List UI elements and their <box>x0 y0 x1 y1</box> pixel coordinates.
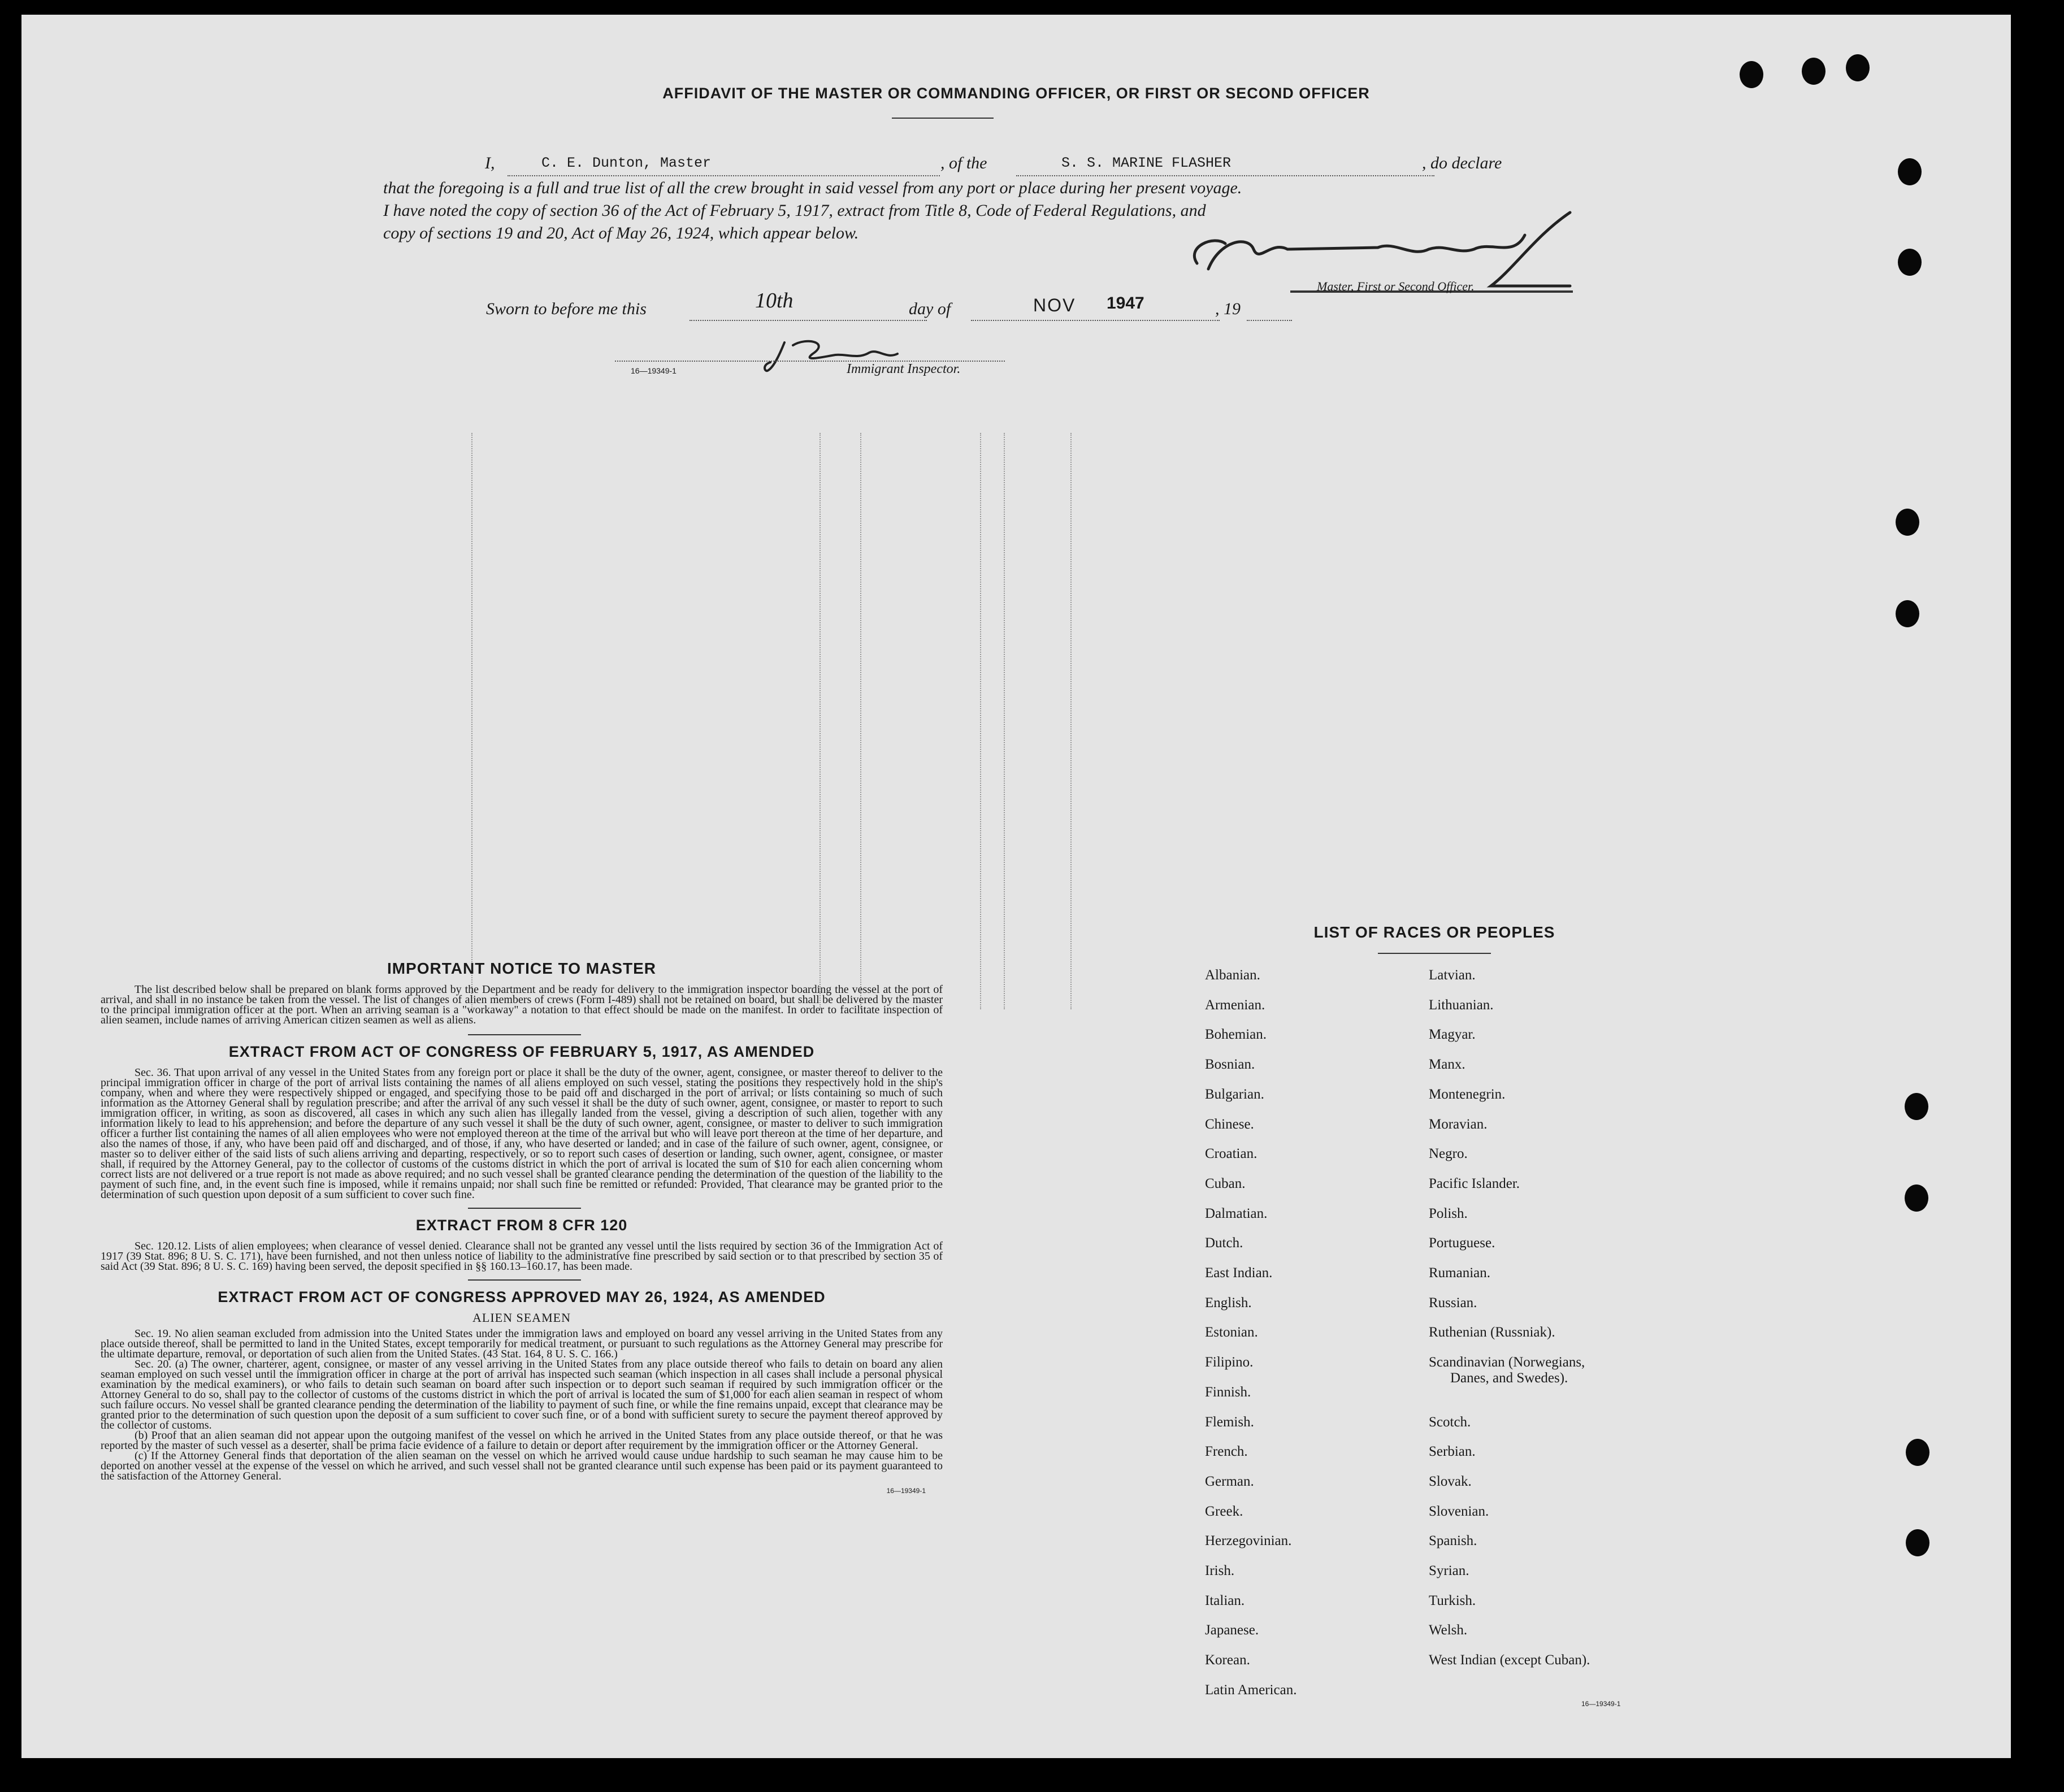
vessel-name: S. S. MARINE FLASHER <box>1061 155 1232 171</box>
sworn-year: 1947 <box>1107 294 1144 313</box>
punch-hole <box>1898 249 1922 276</box>
race-item: Polish. <box>1429 1205 1468 1221</box>
extract-cfr-body: Sec. 120.12. Lists of alien employees; when clearance of vessel denied. Clearance shall not be granted any vessel until the lists required by section 36 of the Immigration Act of 1917 (39 Stat. 896; 8 U. S. C. 171), have been furnished, and not then unless notice of liability to the administrative fine prescribed by said section or to that prescribed by section 35 of said Act (39 Stat. 896; 8 U. S. C. 169) having been served, the deposit specified in §§ 160.13–160.17, has been made. <box>101 1240 943 1273</box>
race-item: Bohemian. <box>1205 1027 1267 1043</box>
punch-hole <box>1740 61 1763 88</box>
race-item: Chinese. <box>1205 1116 1254 1132</box>
divider <box>468 1279 581 1281</box>
punch-hole <box>1802 58 1825 85</box>
race-item: Moravian. <box>1429 1116 1488 1132</box>
race-item: Dalmatian. <box>1205 1205 1268 1221</box>
race-item: Slovak. <box>1429 1473 1472 1489</box>
race-item: Spanish. <box>1429 1533 1477 1549</box>
column-rule <box>1070 433 1072 1009</box>
notice-form-code: 16—19349-1 <box>886 1487 926 1495</box>
race-item: English. <box>1205 1295 1252 1311</box>
extract-1917-body: Sec. 36. That upon arrival of any vessel in the United States from any foreign port or place it shall be the duty of the owner, agent, consignee, or master thereof to deliver to the principal immigration officer in charge of the port of arrival lists containing the names of all aliens employed on such vessel, stating the positions they respectively hold in the ship's company, when and where they were respectively shipped or engaged, and specifying those to be paid off and discharged in the port of arrival; or lists containing so much of such information as the Attorney General shall by regulation prescribe; and after the arrival of any such vessel it shall be the duty of such owner, agent, consignee, or master to report to such immigration officer, in writing, as soon as discovered, all cases in which any such alien has illegally landed from the vessel, giving a description of such alien, together with any information likely to lead to his apprehension; and before the departure of any such vessel it shall be the duty of such owner, agent, consignee, or master to deliver to such immigration officer a further list containing the names of all alien employees who were not employed thereon at the time of the arrival but who will leave port thereon at the time of her departure, and also the names of those, if any, who have been paid off and discharged, and of those, if any, who have deserted or landed; and in case of the failure of such owner, agent, consignee, or master so to deliver either of the said lists of such aliens arriving and departing, respectively, or so to report such cases of desertion or landing, such owner, agent, consignee, or master shall, if required by the Attorney General, pay to the collector of customs of the customs district in which the port of arrival is located the sum of $10 for each alien concerning whom correct lists are not delivered or a true report is not made as above required; and no such vessel shall be granted clearance pending the determination of the question of the liability to the payment of such fine, and, in the event such fine is imposed, while it remains unpaid; nor shall such fine be remitted or refunded: Provided, That clearance may be granted prior to the determination of such question upon deposit of a sum sufficient to cover such fine. <box>101 1066 943 1201</box>
punch-hole <box>1906 1439 1929 1466</box>
column-rule <box>980 433 981 1009</box>
race-item: Montenegrin. <box>1429 1086 1506 1102</box>
declaration-line-1: that the foregoing is a full and true list of all the crew brought in said vessel from any port or place during her present voyage. <box>383 179 1242 197</box>
race-item: Slovenian. <box>1429 1503 1489 1519</box>
year-line <box>1247 320 1292 321</box>
extract-cfr-title: EXTRACT FROM 8 CFR 120 <box>415 1217 628 1234</box>
race-item: Croatian. <box>1205 1146 1258 1162</box>
race-item-continuation: Danes, and Swedes). <box>1450 1370 1568 1386</box>
vessel-name-line <box>1016 175 1434 176</box>
race-item: Welsh. <box>1429 1622 1468 1638</box>
race-item: Filipino. <box>1205 1355 1254 1370</box>
divider <box>468 1034 581 1035</box>
race-item: West Indian (except Cuban). <box>1429 1652 1590 1668</box>
race-item: Cuban. <box>1205 1175 1246 1191</box>
notice-body: The list described below shall be prepared on blank forms approved by the Department and be ready for delivery to the immigration inspector boarding the vessel at the port of arrival, and shall in no instance be taken from the vessel. The list of changes of alien members of crews (Form I-489) shall not be retained on board, but shall be delivered by the master to the principal immigration officer at the port. When an arriving seaman is a "workaway" a notation to that effect should be made on the manifest. In order to facilitate inspection of alien seamen, include names of arriving American citizen seamen as well as aliens. <box>101 983 943 1026</box>
day-of-label: day of <box>909 300 951 318</box>
extract-1917-title: EXTRACT FROM ACT OF CONGRESS OF FEBRUARY 5, 1917, AS AMENDED <box>228 1043 815 1060</box>
race-item: Magyar. <box>1429 1027 1476 1043</box>
alien-seamen-subtitle: ALIEN SEAMEN <box>472 1311 571 1325</box>
race-item: Russian. <box>1429 1295 1477 1311</box>
i-label: I, <box>485 154 495 172</box>
title-underline <box>892 118 994 119</box>
race-item: Bosnian. <box>1205 1057 1255 1073</box>
race-item: Finnish. <box>1205 1384 1251 1400</box>
sworn-month: NOV <box>1033 295 1076 315</box>
race-item: Rumanian. <box>1429 1265 1491 1281</box>
sec-20b-body: (b) Proof that an alien seaman did not appear upon the outgoing manifest of the vessel on which he arrived in the United States from any place outside thereof, or that he was reported by the master of such vessel as a deserter, shall be prima facie evidence of a failure to detain or deport after requirement by the immigration officer or the Attorney General. <box>101 1429 943 1452</box>
column-rule <box>819 433 821 1009</box>
races-form-code: 16—19349-1 <box>1581 1700 1621 1708</box>
sec-20c-body: (c) If the Attorney General finds that deportation of the alien seaman on the vessel on which he arrived would cause undue hardship to such seaman he may cause him to be deported on another vessel at the expense of the vessel on which he arrived, and such vessel shall not be granted clearance until such expense has been paid or its payment guaranteed to the satisfaction of the Attorney General. <box>101 1450 943 1482</box>
race-item: Greek. <box>1205 1503 1243 1519</box>
race-item: East Indian. <box>1205 1265 1273 1281</box>
race-item: Pacific Islander. <box>1429 1175 1520 1191</box>
race-item: Latin American. <box>1205 1682 1297 1698</box>
column-rule <box>1004 433 1005 1009</box>
inspector-caption: Immigrant Inspector. <box>847 362 961 376</box>
race-item: Negro. <box>1429 1146 1468 1162</box>
race-item: Portuguese. <box>1429 1235 1495 1251</box>
column-rule <box>860 433 861 1009</box>
sworn-day-line <box>690 320 927 321</box>
race-item: Estonian. <box>1205 1325 1258 1340</box>
race-item: Manx. <box>1429 1057 1465 1073</box>
race-item: Herzegovinian. <box>1205 1533 1292 1549</box>
form-code: 16—19349-1 <box>631 366 677 375</box>
race-item: Lithuanian. <box>1429 997 1494 1013</box>
sworn-day: 10th <box>755 289 793 313</box>
extract-1924-title: EXTRACT FROM ACT OF CONGRESS APPROVED MAY 26, 1924, AS AMENDED <box>218 1288 826 1305</box>
race-item: German. <box>1205 1473 1254 1489</box>
notice-section <box>101 960 943 1495</box>
race-item: Irish. <box>1205 1563 1235 1578</box>
punch-hole <box>1896 509 1919 536</box>
race-item: Flemish. <box>1205 1414 1254 1430</box>
punch-hole <box>1898 158 1922 185</box>
master-name: C. E. Dunton, Master <box>541 155 712 171</box>
race-item: Scotch. <box>1429 1414 1471 1430</box>
affidavit-title: AFFIDAVIT OF THE MASTER OR COMMANDING OFFICER, OR FIRST OR SECOND OFFICER <box>662 85 1370 102</box>
race-item: Italian. <box>1205 1593 1245 1608</box>
sec-20a-body: Sec. 20. (a) The owner, charterer, agent, consignee, or master of any vessel arriving in the United States from any place outside thereof who fails to detain on board any alien seaman employed on such vessel until the immigration officer in charge at the port of arrival has inspected such seaman (which inspection in all cases shall include a personal physical examination by the medical examiners), or who fails to detain such seaman on board after such inspection or to deport such seaman if required by such immigration officer or the Attorney General to do so, shall pay to the collector of customs of the customs district in which the port of arrival is located the sum of $1,000 for each alien seaman in respect of whom such failure occurs. No vessel shall be granted clearance pending the determination of the liability to payment of such fine, or while the fine remains unpaid, except that clearance may be granted prior to the determination of such question upon the deposit of a sum sufficient to cover such fine, or of a bond with sufficient surety to secure the payment thereof approved by the collector of customs. <box>101 1358 943 1431</box>
declaration-line-2: I have noted the copy of section 36 of the Act of February 5, 1917, extract from Title 8, Code of Federal Regulations, and <box>383 201 1206 220</box>
notice-title: IMPORTANT NOTICE TO MASTER <box>387 960 657 977</box>
race-item: Bulgarian. <box>1205 1086 1264 1102</box>
declaration-line-3: copy of sections 19 and 20, Act of May 26, 1924, which appear below. <box>383 224 859 242</box>
race-item: French. <box>1205 1444 1248 1460</box>
race-item: Japanese. <box>1205 1622 1259 1638</box>
race-item: Serbian. <box>1429 1444 1476 1460</box>
races-title-underline <box>1378 953 1491 954</box>
sworn-month-line <box>971 320 1220 321</box>
punch-hole <box>1906 1529 1929 1556</box>
of-the-label: , of the <box>940 154 987 172</box>
punch-hole <box>1905 1184 1928 1212</box>
race-item: Korean. <box>1205 1652 1250 1668</box>
race-item: Turkish. <box>1429 1593 1476 1608</box>
race-item: Latvian. <box>1429 967 1476 983</box>
master-name-line <box>508 175 940 176</box>
race-item: Armenian. <box>1205 997 1265 1013</box>
punch-hole <box>1905 1093 1928 1120</box>
race-item: Scandinavian (Norwegians, <box>1429 1355 1585 1370</box>
year-prefix: , 19 <box>1215 300 1241 318</box>
race-item: Syrian. <box>1429 1563 1469 1578</box>
punch-hole <box>1896 600 1919 627</box>
master-caption: Master, First or Second Officer. <box>1317 279 1475 293</box>
race-item: Albanian. <box>1205 967 1260 983</box>
punch-hole <box>1846 54 1870 81</box>
sec-19-body: Sec. 19. No alien seaman excluded from admission into the United States under the immigration laws and employed on board any vessel arriving in the United States from any place outside thereof, shall be permitted to land in the United States, except temporarily for medical treatment, or pursuant to such regulations as the Attorney General may prescribe for the ultimate departure, removal, or deportation of such alien from the United States. (43 Stat. 164, 8 U. S. C. 166.) <box>101 1327 943 1360</box>
race-item: Ruthenian (Russniak). <box>1429 1325 1555 1340</box>
races-title: LIST OF RACES OR PEOPLES <box>1313 923 1555 941</box>
race-item: Dutch. <box>1205 1235 1243 1251</box>
do-declare-label: , do declare <box>1422 154 1502 172</box>
sworn-label: Sworn to before me this <box>486 300 647 318</box>
document-page <box>21 15 2011 1758</box>
column-rule <box>471 433 472 1009</box>
divider <box>468 1208 581 1209</box>
